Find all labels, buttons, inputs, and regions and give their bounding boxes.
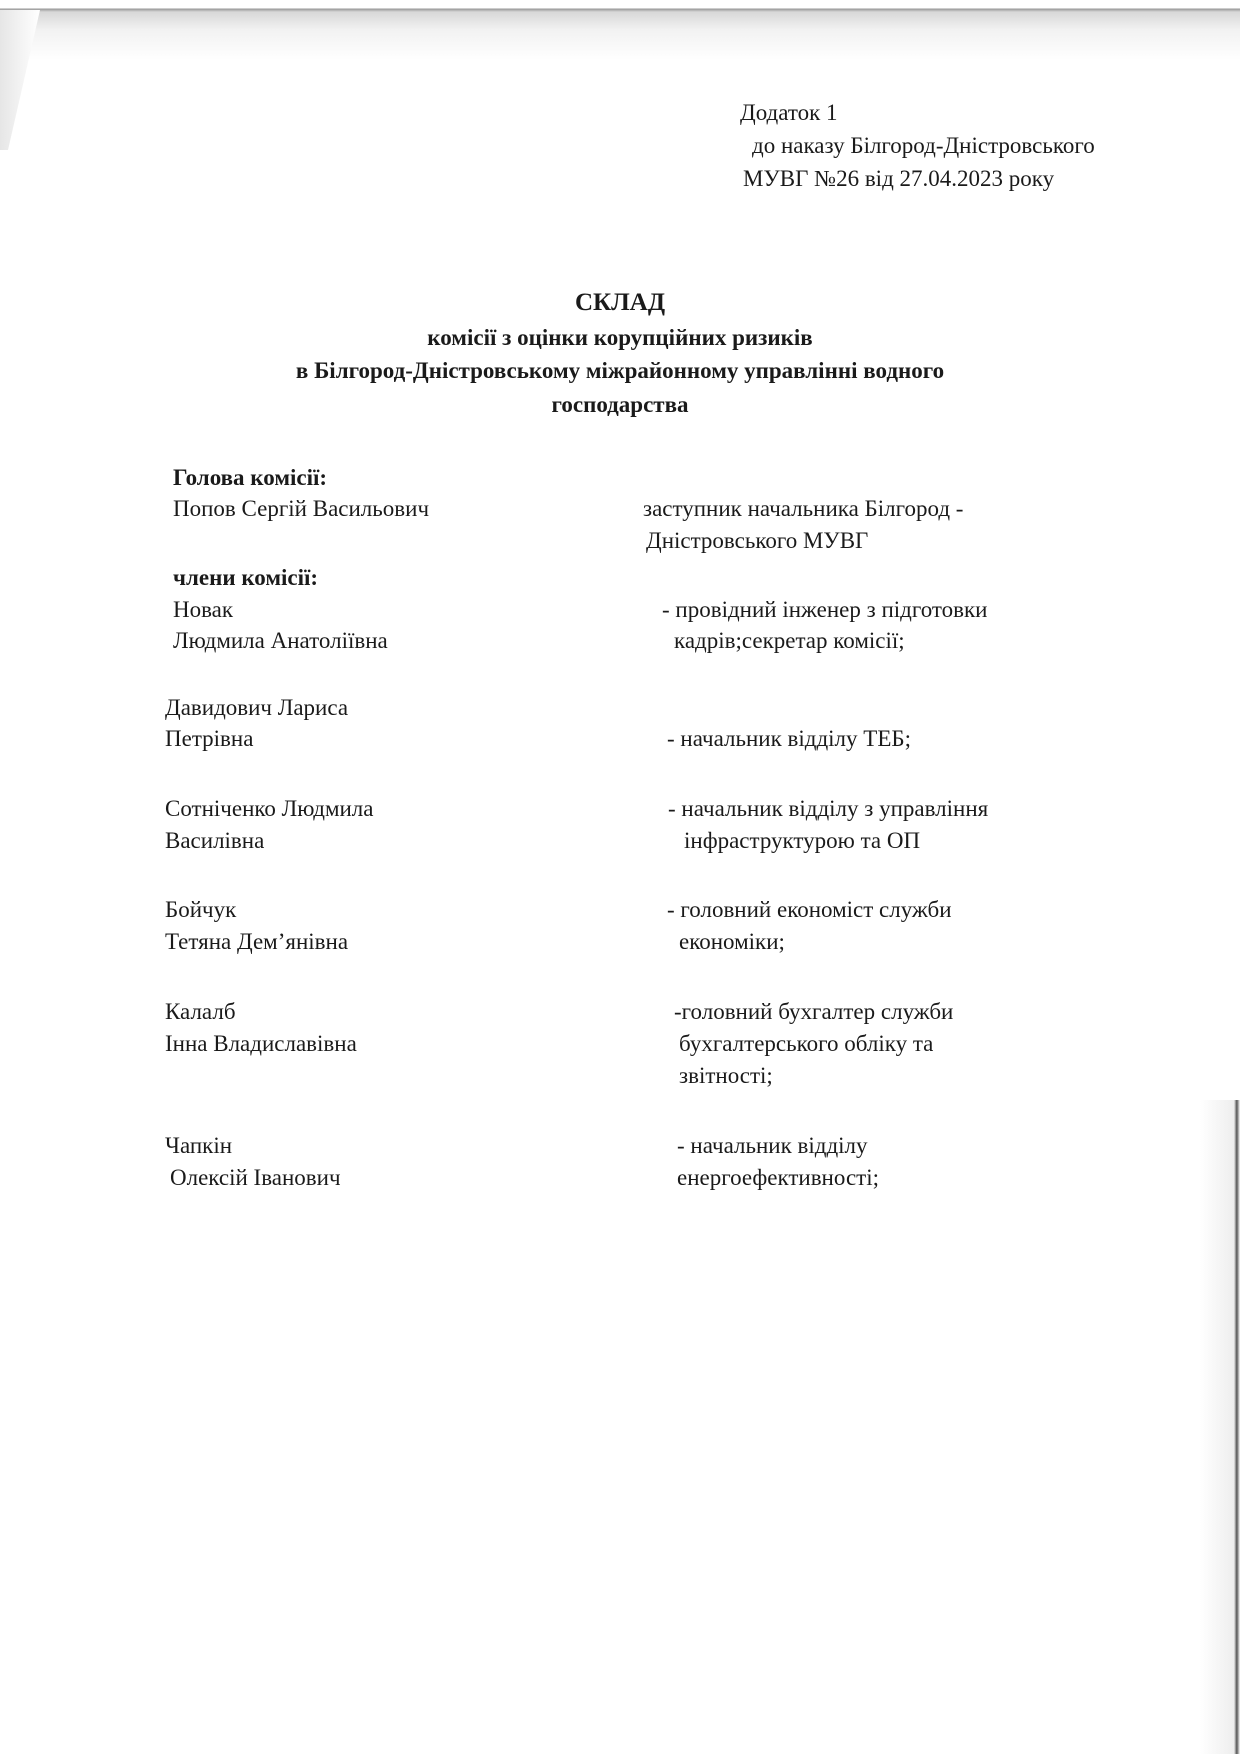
title-line-3: господарства: [551, 392, 689, 417]
member-position-line-1: - головний економіст служби: [667, 897, 952, 922]
chair-heading: Голова комісії:: [173, 465, 328, 490]
member-position-line-1: -головний бухгалтер служби: [674, 999, 954, 1024]
member-position-line-2: інфраструктурою та ОП: [684, 828, 921, 853]
member-name-line-1: Давидович Лариса: [165, 695, 349, 720]
chair-position-line-2: Дністровського МУВГ: [646, 528, 869, 553]
member-position-line-1: - начальник відділу ТЕБ;: [667, 726, 911, 751]
scan-shadow-top: [0, 0, 1240, 60]
appendix-line-1: Додаток 1: [740, 100, 838, 125]
title-main: СКЛАД: [574, 289, 666, 316]
title-line-1: комісії з оцінки корупційних ризиків: [427, 325, 813, 350]
member-position-line-2: кадрів;секретар комісії;: [674, 628, 905, 653]
member-position-line-2: економіки;: [679, 929, 785, 954]
member-position-line-1: - начальник відділу: [677, 1133, 868, 1158]
member-name-line-1: Бойчук: [165, 897, 237, 922]
member-position-line-1: - начальник відділу з управління: [668, 796, 989, 821]
scan-shadow-right: [1200, 1100, 1240, 1754]
member-name-line-2: Тетяна Дем’янівна: [165, 929, 349, 954]
chair-position-line-1: заступник начальника Білгород -: [643, 496, 964, 521]
title-line-2: в Білгород-Дністровському міжрайонному управлінні водного: [295, 358, 945, 383]
member-name-line-1: Чапкін: [165, 1133, 233, 1158]
members-heading: члени комісії:: [173, 565, 319, 590]
member-name-line-2: Інна Владиславівна: [165, 1031, 357, 1056]
member-position-line-2: енергоефективності;: [677, 1165, 879, 1190]
scan-shadow-left: [0, 10, 40, 150]
member-name-line-2: Олексій Іванович: [170, 1165, 341, 1190]
member-position-line-3: звітності;: [679, 1063, 773, 1088]
chair-name: Попов Сергій Васильович: [173, 496, 430, 521]
member-name-line-1: Новак: [173, 597, 234, 622]
member-name-line-1: Калалб: [165, 999, 236, 1024]
member-name-line-2: Василівна: [165, 828, 265, 853]
appendix-line-2: до наказу Білгород-Дністровського: [752, 133, 1095, 158]
member-position-line-2: бухгалтерського обліку та: [679, 1031, 934, 1056]
member-name-line-2: Людмила Анатоліївна: [173, 628, 388, 653]
appendix-line-3: МУВГ №26 від 27.04.2023 року: [743, 166, 1055, 191]
member-name-line-1: Сотніченко Людмила: [165, 796, 374, 821]
member-name-line-2: Петрівна: [165, 726, 254, 751]
member-position-line-1: - провідний інженер з підготовки: [662, 597, 988, 622]
